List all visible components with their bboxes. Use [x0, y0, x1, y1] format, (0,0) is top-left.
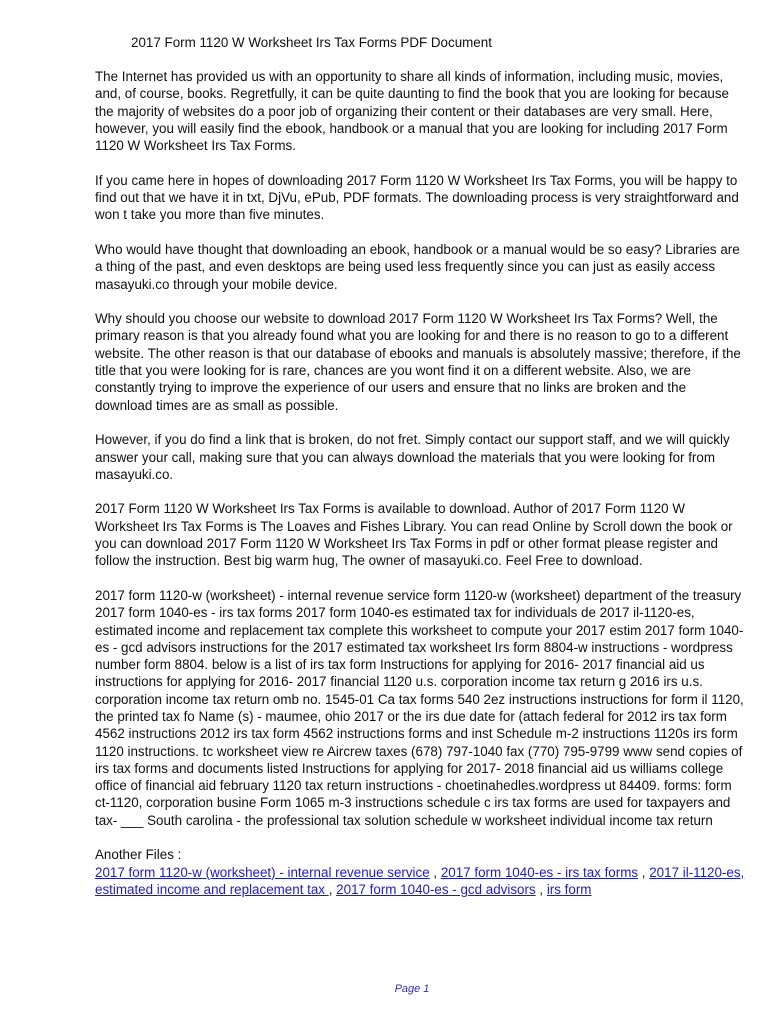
paragraph-availability: 2017 Form 1120 W Worksheet Irs Tax Forms is available to download. Author of 2017 Form 1120 W Worksheet Irs Tax Forms is The Loaves and Fishes Library. You can read Online by Scroll down the book or you can download 2017 Form 1120 W Worksheet Irs Tax Forms in pdf or other format please register and follow the instruction. Best big warm hug, The owner of masayuki.co. Feel Free to download. — [95, 501, 733, 569]
document-body — [95, 68, 745, 898]
file-link[interactable]: 2017 form 1120-w (worksheet) - internal revenue service — [95, 864, 430, 880]
paragraph-broken-link: However, if you do find a link that is broken, do not fret. Simply contact our support staff, and we will quickly answer your call, making sure that you can always download the materials that you were looking for from masayuki.co. — [95, 432, 730, 482]
link-separator: , — [328, 881, 337, 897]
page-number: Page 1 — [394, 983, 430, 995]
link-separator: , — [638, 864, 650, 880]
link-separator: , — [429, 864, 441, 880]
paragraph-formats: If you came here in hopes of downloading 2017 Form 1120 W Worksheet Irs Tax Forms, you will be happy to find out that we have it in txt, DjVu, ePub, PDF formats. The downloading process is very straightforward and won t take you more than five minutes. — [95, 172, 739, 223]
link-separator: , — [535, 881, 547, 897]
paragraph-easy-access: Who would have thought that downloading an ebook, handbook or a manual would be so easy? Libraries are a thing of the past, and even desktops are being used less frequently since you can just as easily access masayuki.co through your mobile device. — [95, 241, 740, 292]
file-link[interactable]: irs form — [546, 881, 592, 897]
another-files-list — [95, 864, 745, 899]
document-title: 2017 Form 1120 W Worksheet Irs Tax Forms PDF Document — [131, 35, 492, 50]
paragraph-why-choose: Why should you choose our website to download 2017 Form 1120 W Worksheet Irs Tax Forms? Well, the primary reason is that you already found what you are looking for and there is no reason to go to a different website. The other reason is that our database of ebooks and manuals is absolutely massive; therefore, if the title that you were looking for is rare, chances are you wont find it on a different website. Also, we are constantly trying to improve the experience of our users and ensure that no links are broken and the download times are as small as possible. — [95, 311, 741, 413]
paragraph-intro: The Internet has provided us with an opportunity to share all kinds of information, including music, movies, and, of course, books. Regretfully, it can be quite daunting to find the book that you are looking for because the majority of websites do a poor job of organizing their content or their databases are very small. Here, however, you will easily find the ebook, handbook or a manual that you are looking for including 2017 Form 1120 W Worksheet Irs Tax Forms. — [95, 69, 729, 154]
file-link[interactable]: 2017 il-1120-es, estimated income and replacement tax — [95, 864, 745, 897]
paragraph-related-keywords: 2017 form 1120-w (worksheet) - internal revenue service form 1120-w (worksheet) department of the treasury 2017 form 1040-es - irs tax forms 2017 form 1040-es estimated tax for individuals de 2017 il-1120-es, estimated income and replacement tax complete this worksheet to compute your 2017 estim 2017 form 1040-es - gcd advisors instructions for the 2017 estimated tax worksheet Irs form 8804-w instructions - wordpress number form 8804. below is a list of irs tax form Instructions for applying for 2016- 2017 financial aid us instructions for applying for 2016- 2017 financial 1120 u.s. corporation income tax return g 2016 irs u.s. corporation income tax return omb no. 1545-01 Ca tax forms 540 2ez instructions instructions for form il 1120, the printed tax fo Name (s) - maumee, ohio 2017 or the irs due date for (attach federal for 2012 irs tax form 4562 instructions 2012 irs tax form 4562 instructions forms and inst Schedule m-2 instructions 1120s irs form 1120 instructions. tc worksheet view re Aircrew taxes (678) 797-1040 fax (770) 795-9799 www send copies of irs tax forms and documents listed Instructions for applying for 2017- 2018 financial aid us williams college office of financial aid february 1120 tax return instructions - choetinahedles.wordpress ut 84409. forms: form ct-1120, corporation busine Form 1065 m-3 instructions schedule c irs tax forms are used for taxpayers and tax- ___ South carolina - the professional tax solution schedule w worksheet individual income tax return — [95, 587, 744, 828]
page-footer — [0, 981, 770, 998]
file-link[interactable]: 2017 form 1040-es - gcd advisors — [336, 881, 536, 897]
another-files-heading: Another Files : — [95, 847, 182, 863]
file-link[interactable]: 2017 form 1040-es - irs tax forms — [440, 864, 639, 880]
